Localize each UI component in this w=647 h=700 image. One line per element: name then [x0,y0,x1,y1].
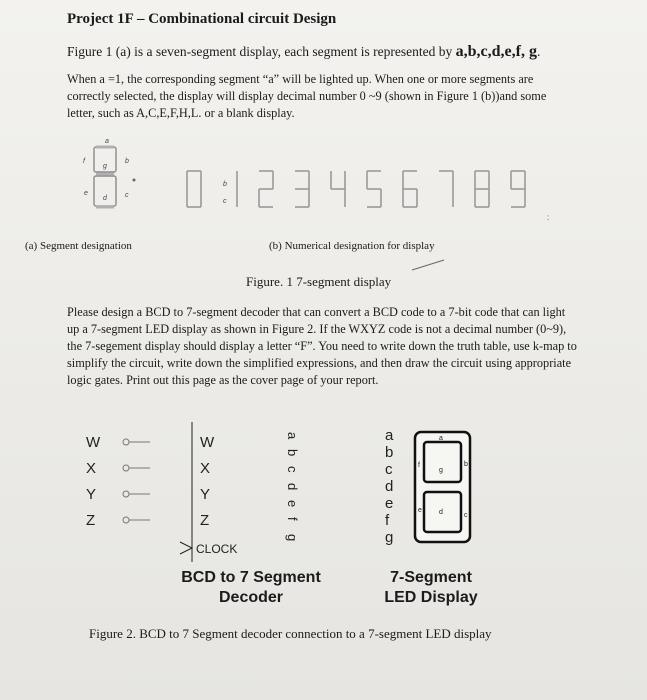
segment-designation-figure [78,135,168,225]
task-paragraph: Please design a BCD to 7-segment decoder that can convert a BCD code to a 7-bit code that can light up a 7-segment LED display as shown in Figure 2. If the WXYZ code is not a decimal number (0~9), the 7-segement display should display a letter “F”. You need to write down the truth table, use k-map to simplify the circuit, write down the simplified expressions, and then draw the circuit using appropriate logic gates. Print out this page as the cover page of your report. [67,305,577,387]
digit-0 [187,171,201,207]
led-input-f: f [385,512,390,529]
digit-display-figure [185,165,555,220]
seg-label-a: a [105,138,109,145]
led-input-b: b [385,444,394,461]
decoder-output-d: d [285,483,300,491]
decoder-output-b: b [285,449,300,457]
led-label-line2: LED Display [384,589,478,606]
input-pin-Z [123,517,129,523]
seg-label-e: e [84,190,88,197]
input-label-X: X [86,460,97,477]
led-input-a: a [385,427,394,444]
digit-label-c: c [223,198,227,205]
led-seven-segment [415,432,470,542]
input-pin-X [123,465,129,471]
led-seg-f: f [418,462,420,469]
decimal-point [133,179,136,182]
digit-label-b: b [223,181,227,188]
digit-5 [367,171,381,207]
decoder-input-Z: Z [200,512,210,529]
digit-6 [403,171,417,207]
decoder-output-g: g [285,534,300,542]
decoder-output-e: e [285,500,300,508]
input-pin-Y [123,491,129,497]
figure1b-caption: (b) Numerical designation for display [269,240,435,252]
seg-label-g: g [103,163,107,170]
led-label [371,568,491,608]
decimal-mark-symbol: : [547,213,550,220]
figure1a-caption: (a) Segment designation [25,240,132,252]
digit-3 [295,171,309,207]
led-input-d: d [385,478,394,495]
seg-label-d: d [103,195,107,202]
led-input-g: g [385,529,394,546]
segment-list: a,b,c,d,e,f, g [455,43,537,60]
clock-label: CLOCK [196,542,238,556]
led-seg-a: a [439,435,443,442]
digit-2 [259,171,273,207]
led-seg-c: c [464,512,468,519]
page-title: Project 1F – Combinational circuit Design [67,11,337,27]
input-pin-W [123,439,129,445]
led-input-e: e [385,495,394,512]
input-label-W: W [86,434,101,451]
led-seg-g: g [439,467,443,474]
led-label-line1: 7-Segment [390,569,472,586]
seg-label-c: c [125,192,129,199]
decoder-input-Y: Y [200,486,211,503]
input-label-Z: Z [86,512,96,529]
intro-end: . [536,44,541,59]
decoder-output-a: a [285,432,300,440]
decoder-output-f: f [285,517,300,521]
seg-label-f: f [83,158,85,165]
digit-9 [511,171,525,207]
decoder-label [176,568,326,608]
clock-arrow-icon [180,542,192,554]
digit-8 [475,171,489,207]
intro-text: Figure 1 (a) is a seven-segment display, each segment is represented by [67,44,456,59]
decoder-output-c: c [285,466,300,473]
led-input-c: c [385,461,393,478]
description-paragraph: When a =1, the corresponding segment “a” will be lighted up. When one or more segments are correctly selected, the display will display decimal number 0 ~9 (shown in Figure 1 (b))and some letter, such as A,C,E,F,H,L. or a blank display. [67,72,547,120]
figure1-title: Figure. 1 7-segment display [246,274,392,289]
figure2-caption: Figure 2. BCD to 7 Segment decoder connection to a 7-segment LED display [89,626,492,641]
decoder-label-line1: BCD to 7 Segment [181,569,321,586]
intro-paragraph [67,43,540,61]
digit-7 [439,171,453,207]
led-seg-b: b [464,461,468,468]
decoder-input-W: W [200,434,215,451]
decoder-input-X: X [200,460,211,477]
input-label-Y: Y [86,486,97,503]
led-seg-e: e [418,507,422,514]
seg-label-b: b [125,158,129,165]
led-seg-d: d [439,509,443,516]
pen-stroke [410,258,446,272]
decoder-label-line2: Decoder [218,589,284,606]
digit-4 [331,171,345,207]
